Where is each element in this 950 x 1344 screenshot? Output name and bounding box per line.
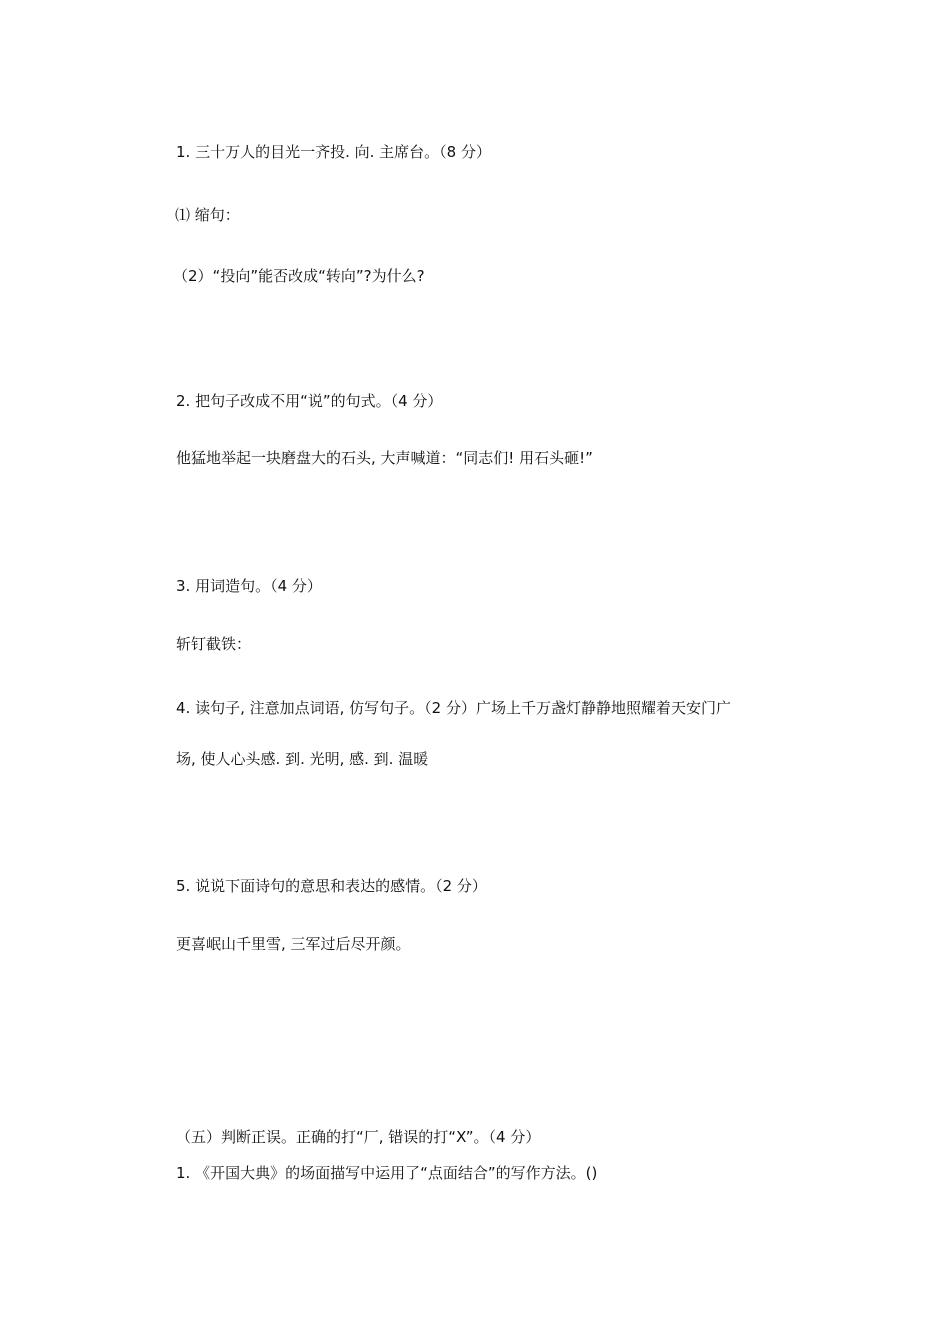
section5-item1: 1. 《开国大典》的场面描写中运用了“点面结合”的写作方法。() [176, 1164, 598, 1182]
q4-line2: 场, 使人心头感. 到. 光明, 感. 到. 温暖 [176, 750, 429, 768]
q1-sub2: （2）“投向”能否改成“转向”?为什么? [173, 267, 425, 285]
q2-title: 2. 把句子改成不用“说”的句式。（4 分） [176, 392, 443, 410]
q4-line1: 4. 读句子, 注意加点词语, 仿写句子。（2 分）广场上千万盏灯静静地照耀着天安门广 [176, 699, 731, 717]
q2-sentence: 他猛地举起一块磨盘大的石头, 大声喊道：“同志们! 用石头砸!” [176, 449, 593, 467]
q3-word: 斩钉截铁： [176, 635, 252, 653]
q1-title: 1. 三十万人的目光一齐投. 向. 主席台。（8 分） [176, 143, 491, 161]
q5-title: 5. 说说下面诗句的意思和表达的感情。（2 分） [176, 877, 487, 895]
q5-poem: 更喜岷山千里雪, 三军过后尽开颜。 [176, 935, 411, 953]
section5-heading: （五）判断正误。正确的打“厂, 错误的打“X”。（4 分） [176, 1128, 541, 1146]
q3-title: 3. 用词造句。（4 分） [176, 577, 322, 595]
q1-sub1: ⑴ 缩句： [175, 206, 240, 224]
